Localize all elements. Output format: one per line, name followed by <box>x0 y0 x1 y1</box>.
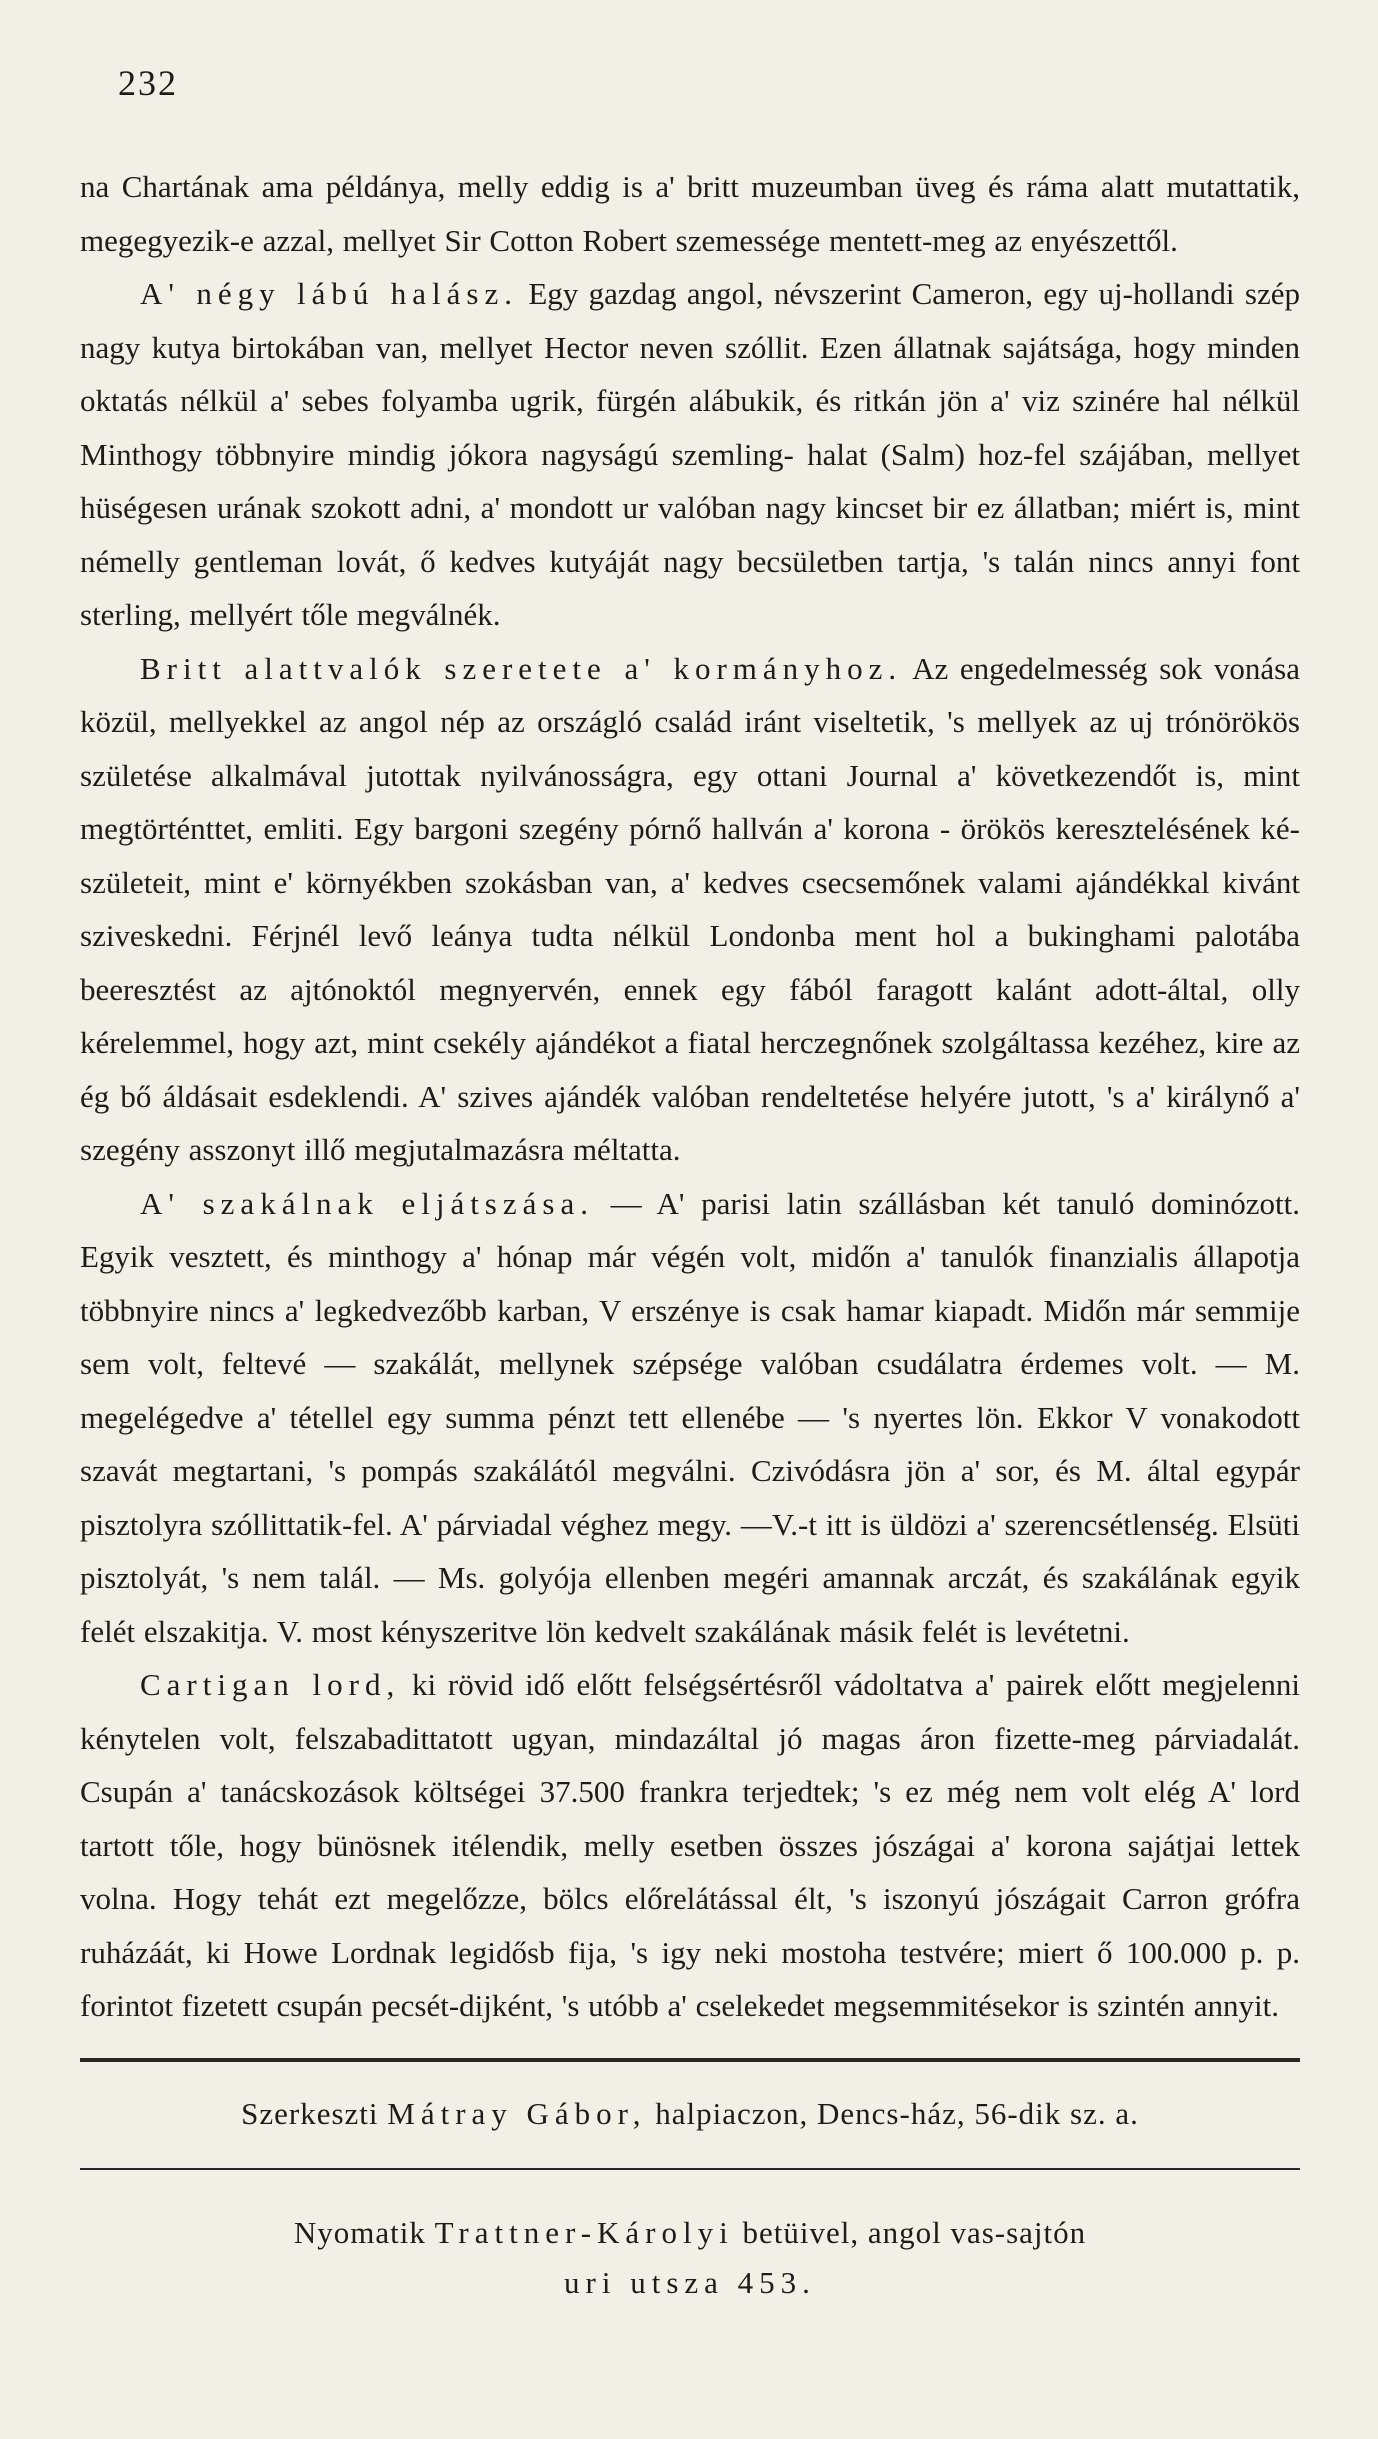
paragraph-text: Az engedelmesség sok vonása közül, mellyekkel az angol nép az országló család iránt viseltetik, 's mellyek az uj trónörökös születése alkalmával jutottak nyilvánosságra, egy ottani Journal a' következendőt is, mint megtörténttet, emliti. Egy bargoni szegény pórnő hallván a' korona - örökös keresztelésének készületeit, mint e' környékben szokásban van, a' kedves csecsemőnek valami ajándékkal kivánt sziveskedni. Férjnél levő leánya tudta nélkül Londonba ment hol a bukinghami palotába beeresztést az ajtónoktól megnyervén, ennek egy fából faragott kalánt adott-által, olly kérelemmel, hogy azt, mint csekély ajándékot a fiatal herczegnőnek szolgáltassa kezéhez, kire az ég bő áldásait esdeklendi. A' szives ajándék valóban rendeltetése helyére jutott, 's a' királynő a' szegény asszonyt illő megjutalmazásra méltatta. <box>80 650 1301 1167</box>
paragraph-text: na Chartának ama példánya, melly eddig is a' britt muzeumban üveg és ráma alatt mutattatik, megegyezik-e azzal, mellyet Sir Cotton Robert szemessége mentett-meg az enyészettől. <box>80 169 1300 258</box>
paragraph-beard-gamble <box>80 1177 1300 1659</box>
paragraph-text: Egy gazdag angol, névszerint Cameron, egy uj-hollandi szép nagy kutya birtokában van, mellyet Hector neven szóllit. Ezen állatnak sajátsága, hogy minden oktatás nélkül a' sebes folyamba ugrik, fürgén alábukik, és ritkán jön a' viz szinére hal nélkül Minthogy többnyire mindig jókora nagyságú szemling- halat (Salm) hoz-fel szájában, mellyet hüségesen urának szokott adni, a' mondott ur valóban nagy kincset bir ez állatban; miért is, mint némelly gentleman lovát, ő kedves kutyáját nagy becsületben tartja, 's talán nincs annyi font sterling, mellyért tőle megválnék. <box>80 276 1301 632</box>
paragraph-four-legged-fisherman <box>80 267 1300 642</box>
paragraph-cartigan-lord <box>80 1658 1300 2033</box>
page-number: 232 <box>118 63 178 103</box>
section-heading: Britt alattvalók szeretete a' kormányhoz. <box>140 650 903 686</box>
printer-name: Trattner-Károlyi <box>434 2215 734 2250</box>
paragraph-continuation <box>80 160 1300 267</box>
section-heading: A' négy lábú halász. <box>140 276 518 311</box>
printer-street: uri utsza 453. <box>564 2265 816 2300</box>
printer-text: betüivel, angol vas-sajtón <box>733 2215 1087 2250</box>
footer-divider-thin <box>80 2168 1300 2170</box>
editor-name: Mátray Gábor, <box>387 2096 647 2131</box>
printer-block <box>80 2208 1300 2308</box>
printer-line <box>80 2208 1300 2258</box>
paragraph-text: ki rövid idő előtt felségsértésről vádoltatva a' pairek előtt megjelenni kénytelen volt, felszabadittatott ugyan, mindazáltal jó magas áron fizette-meg párviadalát. Csupán a' tanácskozások költségei 37.500 frankra terjedtek; 's ez még nem volt elég A' lord tartott tőle, hogy bünösnek itélendik, melly esetben összes jószágai a' korona sajátjai lettek volna. Hogy tehát ezt megelőzze, bölcs előrelátással élt, 's iszonyú jószágait Carron grófra ruházáát, ki Howe Lordnak legidősb fija, 's igy neki mostoha testvére; miert ő 100.000 p. p. forintot fizetett csupán pecsét-dijként, 's utóbb a' cselekedet megsemmitésekor is szintén annyit. <box>80 1667 1300 2023</box>
editor-line <box>80 2096 1300 2132</box>
paragraph-text: — A' parisi latin szállásban két tanuló dominózott. Egyik vesztett, és minthogy a' hónap már végén volt, midőn a' tanulók finanzialis állapotja többnyire nincs a' legkedvezőbb karban, V erszénye is csak hamar kiapadt. Midőn már semmije sem volt, feltevé — szakálát, mellynek szépsége valóban csudálatra érdemes volt. — M. megelégedve a' tétellel egy summa pénzt tett ellenébe — 's nyertes lön. Ekkor V vonakodott szavát megtartani, 's pompás szakálától megválni. Czivódásra jön a' sor, és M. által egypár pisztolyra szóllittatik-fel. A' párviadal véghez megy. —V.-t itt is üldözi a' szerencsétlenség. Elsüti pisztolyát, 's nem talál. — Ms. golyója ellenben megéri amannak arczát, és szakálának egyik felét elszakitja. V. most kényszeritve lön kedvelt szakálának másik felét is levétetni. <box>80 1185 1300 1649</box>
section-heading: Cartigan lord, <box>140 1667 401 1702</box>
printer-prefix: Nyomatik <box>293 2215 426 2250</box>
editor-address: halpiaczon, Dencs-ház, 56-dik sz. a. <box>646 2096 1139 2131</box>
section-heading: A' szakálnak eljátszása. <box>140 1185 594 1221</box>
paragraph-british-subjects <box>80 642 1300 1177</box>
footer-divider <box>80 2058 1300 2062</box>
editor-prefix: Szerkeszti <box>241 2096 379 2131</box>
article-body <box>80 160 1300 2033</box>
